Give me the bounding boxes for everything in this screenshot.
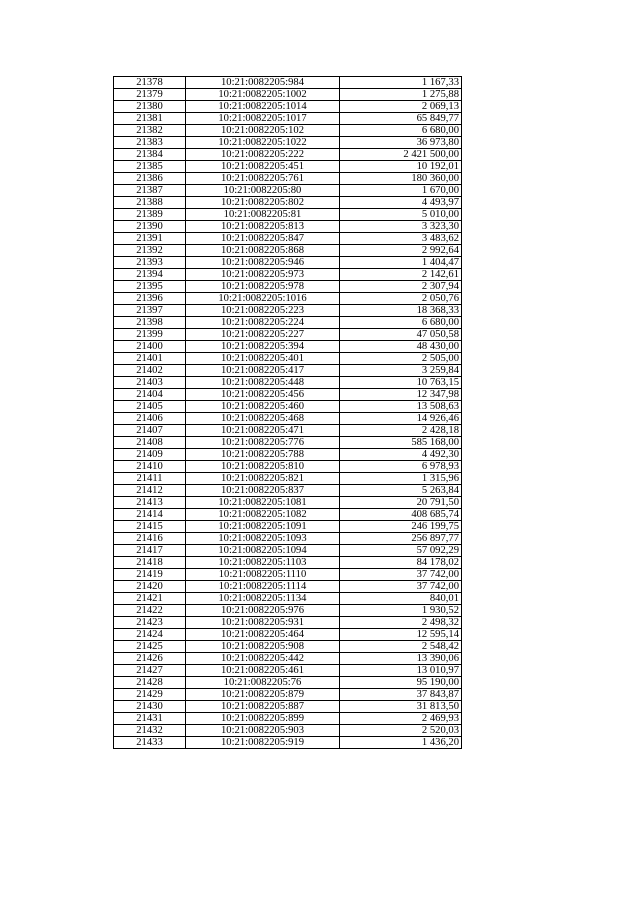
cadastral-number-cell: 10:21:0082205:821: [186, 473, 340, 485]
row-number-cell: 21383: [114, 137, 186, 149]
value-cell: 4 492,30: [340, 449, 462, 461]
table-row: [114, 533, 462, 545]
value-cell: 10 763,15: [340, 377, 462, 389]
cadastral-number-cell: 10:21:0082205:102: [186, 125, 340, 137]
table-row: [114, 101, 462, 113]
cadastral-number-cell: 10:21:0082205:224: [186, 317, 340, 329]
row-number-cell: 21410: [114, 461, 186, 473]
value-cell: 6 680,00: [340, 317, 462, 329]
value-cell: 6 978,93: [340, 461, 462, 473]
table-row: [114, 437, 462, 449]
value-cell: 2 307,94: [340, 281, 462, 293]
table-row: [114, 701, 462, 713]
row-number-cell: 21409: [114, 449, 186, 461]
value-cell: 12 347,98: [340, 389, 462, 401]
row-number-cell: 21379: [114, 89, 186, 101]
table-row: [114, 281, 462, 293]
table-row: [114, 629, 462, 641]
table-row: [114, 725, 462, 737]
row-number-cell: 21433: [114, 737, 186, 749]
row-number-cell: 21418: [114, 557, 186, 569]
table-row: [114, 317, 462, 329]
row-number-cell: 21425: [114, 641, 186, 653]
cadastral-value-table: [113, 76, 462, 749]
value-cell: 10 192,01: [340, 161, 462, 173]
value-cell: 246 199,75: [340, 521, 462, 533]
value-cell: 18 368,33: [340, 305, 462, 317]
cadastral-number-cell: 10:21:0082205:776: [186, 437, 340, 449]
cadastral-number-cell: 10:21:0082205:1093: [186, 533, 340, 545]
table-row: [114, 713, 462, 725]
table-row: [114, 77, 462, 89]
row-number-cell: 21402: [114, 365, 186, 377]
cadastral-number-cell: 10:21:0082205:788: [186, 449, 340, 461]
table-row: [114, 509, 462, 521]
table-row: [114, 641, 462, 653]
row-number-cell: 21388: [114, 197, 186, 209]
cadastral-number-cell: 10:21:0082205:919: [186, 737, 340, 749]
cadastral-number-cell: 10:21:0082205:1016: [186, 293, 340, 305]
row-number-cell: 21396: [114, 293, 186, 305]
value-cell: 180 360,00: [340, 173, 462, 185]
row-number-cell: 21380: [114, 101, 186, 113]
value-cell: 4 493,97: [340, 197, 462, 209]
value-cell: 37 742,00: [340, 581, 462, 593]
cadastral-number-cell: 10:21:0082205:946: [186, 257, 340, 269]
cadastral-number-cell: 10:21:0082205:1017: [186, 113, 340, 125]
table-row: [114, 245, 462, 257]
row-number-cell: 21430: [114, 701, 186, 713]
cadastral-number-cell: 10:21:0082205:879: [186, 689, 340, 701]
row-number-cell: 21417: [114, 545, 186, 557]
value-cell: 408 685,74: [340, 509, 462, 521]
table-row: [114, 353, 462, 365]
value-cell: 2 069,13: [340, 101, 462, 113]
table-row: [114, 425, 462, 437]
value-cell: 3 483,62: [340, 233, 462, 245]
cadastral-number-cell: 10:21:0082205:468: [186, 413, 340, 425]
cadastral-number-cell: 10:21:0082205:813: [186, 221, 340, 233]
value-cell: 84 178,02: [340, 557, 462, 569]
table-row: [114, 689, 462, 701]
table-body: [114, 77, 462, 749]
table-row: [114, 737, 462, 749]
value-cell: 2 428,18: [340, 425, 462, 437]
cadastral-number-cell: 10:21:0082205:899: [186, 713, 340, 725]
value-cell: 31 813,50: [340, 701, 462, 713]
value-cell: 2 992,64: [340, 245, 462, 257]
table-row: [114, 569, 462, 581]
table-row: [114, 125, 462, 137]
value-cell: 95 190,00: [340, 677, 462, 689]
value-cell: 37 843,87: [340, 689, 462, 701]
row-number-cell: 21413: [114, 497, 186, 509]
cadastral-number-cell: 10:21:0082205:1082: [186, 509, 340, 521]
cadastral-number-cell: 10:21:0082205:1014: [186, 101, 340, 113]
value-cell: 840,01: [340, 593, 462, 605]
row-number-cell: 21423: [114, 617, 186, 629]
cadastral-number-cell: 10:21:0082205:461: [186, 665, 340, 677]
cadastral-number-cell: 10:21:0082205:76: [186, 677, 340, 689]
row-number-cell: 21426: [114, 653, 186, 665]
row-number-cell: 21420: [114, 581, 186, 593]
cadastral-number-cell: 10:21:0082205:887: [186, 701, 340, 713]
row-number-cell: 21378: [114, 77, 186, 89]
row-number-cell: 21431: [114, 713, 186, 725]
table-row: [114, 173, 462, 185]
row-number-cell: 21391: [114, 233, 186, 245]
value-cell: 2 520,03: [340, 725, 462, 737]
row-number-cell: 21416: [114, 533, 186, 545]
cadastral-number-cell: 10:21:0082205:810: [186, 461, 340, 473]
table-row: [114, 269, 462, 281]
row-number-cell: 21422: [114, 605, 186, 617]
cadastral-number-cell: 10:21:0082205:1091: [186, 521, 340, 533]
row-number-cell: 21419: [114, 569, 186, 581]
value-cell: 37 742,00: [340, 569, 462, 581]
value-cell: 256 897,77: [340, 533, 462, 545]
row-number-cell: 21393: [114, 257, 186, 269]
cadastral-number-cell: 10:21:0082205:464: [186, 629, 340, 641]
table-row: [114, 677, 462, 689]
row-number-cell: 21385: [114, 161, 186, 173]
cadastral-number-cell: 10:21:0082205:442: [186, 653, 340, 665]
row-number-cell: 21397: [114, 305, 186, 317]
value-cell: 1 436,20: [340, 737, 462, 749]
cadastral-number-cell: 10:21:0082205:456: [186, 389, 340, 401]
table-row: [114, 209, 462, 221]
row-number-cell: 21408: [114, 437, 186, 449]
table-row: [114, 149, 462, 161]
table-row: [114, 161, 462, 173]
cadastral-number-cell: 10:21:0082205:394: [186, 341, 340, 353]
table-row: [114, 593, 462, 605]
table-row: [114, 653, 462, 665]
cadastral-number-cell: 10:21:0082205:984: [186, 77, 340, 89]
value-cell: 2 050,76: [340, 293, 462, 305]
cadastral-number-cell: 10:21:0082205:222: [186, 149, 340, 161]
row-number-cell: 21395: [114, 281, 186, 293]
table-row: [114, 545, 462, 557]
value-cell: 36 973,80: [340, 137, 462, 149]
cadastral-number-cell: 10:21:0082205:417: [186, 365, 340, 377]
row-number-cell: 21405: [114, 401, 186, 413]
row-number-cell: 21381: [114, 113, 186, 125]
cadastral-number-cell: 10:21:0082205:1094: [186, 545, 340, 557]
cadastral-number-cell: 10:21:0082205:847: [186, 233, 340, 245]
table-row: [114, 449, 462, 461]
row-number-cell: 21429: [114, 689, 186, 701]
table-row: [114, 617, 462, 629]
cadastral-number-cell: 10:21:0082205:761: [186, 173, 340, 185]
cadastral-number-cell: 10:21:0082205:448: [186, 377, 340, 389]
table-row: [114, 233, 462, 245]
cadastral-number-cell: 10:21:0082205:903: [186, 725, 340, 737]
row-number-cell: 21403: [114, 377, 186, 389]
value-cell: 1 275,88: [340, 89, 462, 101]
cadastral-number-cell: 10:21:0082205:1002: [186, 89, 340, 101]
cadastral-number-cell: 10:21:0082205:1134: [186, 593, 340, 605]
row-number-cell: 21432: [114, 725, 186, 737]
value-cell: 1 167,33: [340, 77, 462, 89]
table-row: [114, 197, 462, 209]
cadastral-number-cell: 10:21:0082205:1081: [186, 497, 340, 509]
table-row: [114, 89, 462, 101]
value-cell: 2 421 500,00: [340, 149, 462, 161]
table-row: [114, 413, 462, 425]
row-number-cell: 21390: [114, 221, 186, 233]
value-cell: 5 010,00: [340, 209, 462, 221]
row-number-cell: 21411: [114, 473, 186, 485]
value-cell: 1 404,47: [340, 257, 462, 269]
cadastral-number-cell: 10:21:0082205:868: [186, 245, 340, 257]
cadastral-number-cell: 10:21:0082205:1110: [186, 569, 340, 581]
table-row: [114, 497, 462, 509]
table-row: [114, 605, 462, 617]
table-row: [114, 305, 462, 317]
table-row: [114, 113, 462, 125]
table-row: [114, 665, 462, 677]
value-cell: 2 548,42: [340, 641, 462, 653]
row-number-cell: 21400: [114, 341, 186, 353]
value-cell: 2 469,93: [340, 713, 462, 725]
value-cell: 2 142,61: [340, 269, 462, 281]
value-cell: 20 791,50: [340, 497, 462, 509]
row-number-cell: 21382: [114, 125, 186, 137]
row-number-cell: 21389: [114, 209, 186, 221]
value-cell: 585 168,00: [340, 437, 462, 449]
cadastral-number-cell: 10:21:0082205:931: [186, 617, 340, 629]
row-number-cell: 21424: [114, 629, 186, 641]
value-cell: 2 498,32: [340, 617, 462, 629]
cadastral-number-cell: 10:21:0082205:802: [186, 197, 340, 209]
table-row: [114, 293, 462, 305]
value-cell: 48 430,00: [340, 341, 462, 353]
table-row: [114, 401, 462, 413]
row-number-cell: 21428: [114, 677, 186, 689]
value-cell: 13 390,06: [340, 653, 462, 665]
cadastral-number-cell: 10:21:0082205:976: [186, 605, 340, 617]
cadastral-number-cell: 10:21:0082205:978: [186, 281, 340, 293]
value-cell: 2 505,00: [340, 353, 462, 365]
table-row: [114, 221, 462, 233]
table-row: [114, 581, 462, 593]
table-row: [114, 473, 462, 485]
value-cell: 65 849,77: [340, 113, 462, 125]
value-cell: 3 259,84: [340, 365, 462, 377]
row-number-cell: 21401: [114, 353, 186, 365]
table-row: [114, 461, 462, 473]
value-cell: 13 508,63: [340, 401, 462, 413]
cadastral-number-cell: 10:21:0082205:81: [186, 209, 340, 221]
cadastral-number-cell: 10:21:0082205:1114: [186, 581, 340, 593]
row-number-cell: 21387: [114, 185, 186, 197]
value-cell: 3 323,30: [340, 221, 462, 233]
table-row: [114, 521, 462, 533]
row-number-cell: 21415: [114, 521, 186, 533]
value-cell: 57 092,29: [340, 545, 462, 557]
row-number-cell: 21384: [114, 149, 186, 161]
row-number-cell: 21399: [114, 329, 186, 341]
table-row: [114, 557, 462, 569]
table-row: [114, 137, 462, 149]
row-number-cell: 21394: [114, 269, 186, 281]
cadastral-number-cell: 10:21:0082205:451: [186, 161, 340, 173]
cadastral-number-cell: 10:21:0082205:80: [186, 185, 340, 197]
value-cell: 14 926,46: [340, 413, 462, 425]
cadastral-number-cell: 10:21:0082205:227: [186, 329, 340, 341]
row-number-cell: 21392: [114, 245, 186, 257]
value-cell: 13 010,97: [340, 665, 462, 677]
row-number-cell: 21412: [114, 485, 186, 497]
row-number-cell: 21414: [114, 509, 186, 521]
table-row: [114, 389, 462, 401]
table-row: [114, 377, 462, 389]
row-number-cell: 21398: [114, 317, 186, 329]
value-cell: 1 670,00: [340, 185, 462, 197]
cadastral-number-cell: 10:21:0082205:1022: [186, 137, 340, 149]
cadastral-number-cell: 10:21:0082205:973: [186, 269, 340, 281]
row-number-cell: 21406: [114, 413, 186, 425]
table-row: [114, 329, 462, 341]
row-number-cell: 21407: [114, 425, 186, 437]
table-row: [114, 365, 462, 377]
cadastral-number-cell: 10:21:0082205:401: [186, 353, 340, 365]
row-number-cell: 21404: [114, 389, 186, 401]
cadastral-number-cell: 10:21:0082205:460: [186, 401, 340, 413]
value-cell: 1 930,52: [340, 605, 462, 617]
row-number-cell: 21427: [114, 665, 186, 677]
row-number-cell: 21421: [114, 593, 186, 605]
value-cell: 6 680,00: [340, 125, 462, 137]
table-row: [114, 341, 462, 353]
row-number-cell: 21386: [114, 173, 186, 185]
value-cell: 47 050,58: [340, 329, 462, 341]
table-row: [114, 257, 462, 269]
cadastral-number-cell: 10:21:0082205:837: [186, 485, 340, 497]
table-row: [114, 185, 462, 197]
cadastral-number-cell: 10:21:0082205:471: [186, 425, 340, 437]
table-row: [114, 485, 462, 497]
value-cell: 5 263,84: [340, 485, 462, 497]
value-cell: 1 315,96: [340, 473, 462, 485]
value-cell: 12 595,14: [340, 629, 462, 641]
cadastral-number-cell: 10:21:0082205:908: [186, 641, 340, 653]
cadastral-number-cell: 10:21:0082205:223: [186, 305, 340, 317]
cadastral-number-cell: 10:21:0082205:1103: [186, 557, 340, 569]
